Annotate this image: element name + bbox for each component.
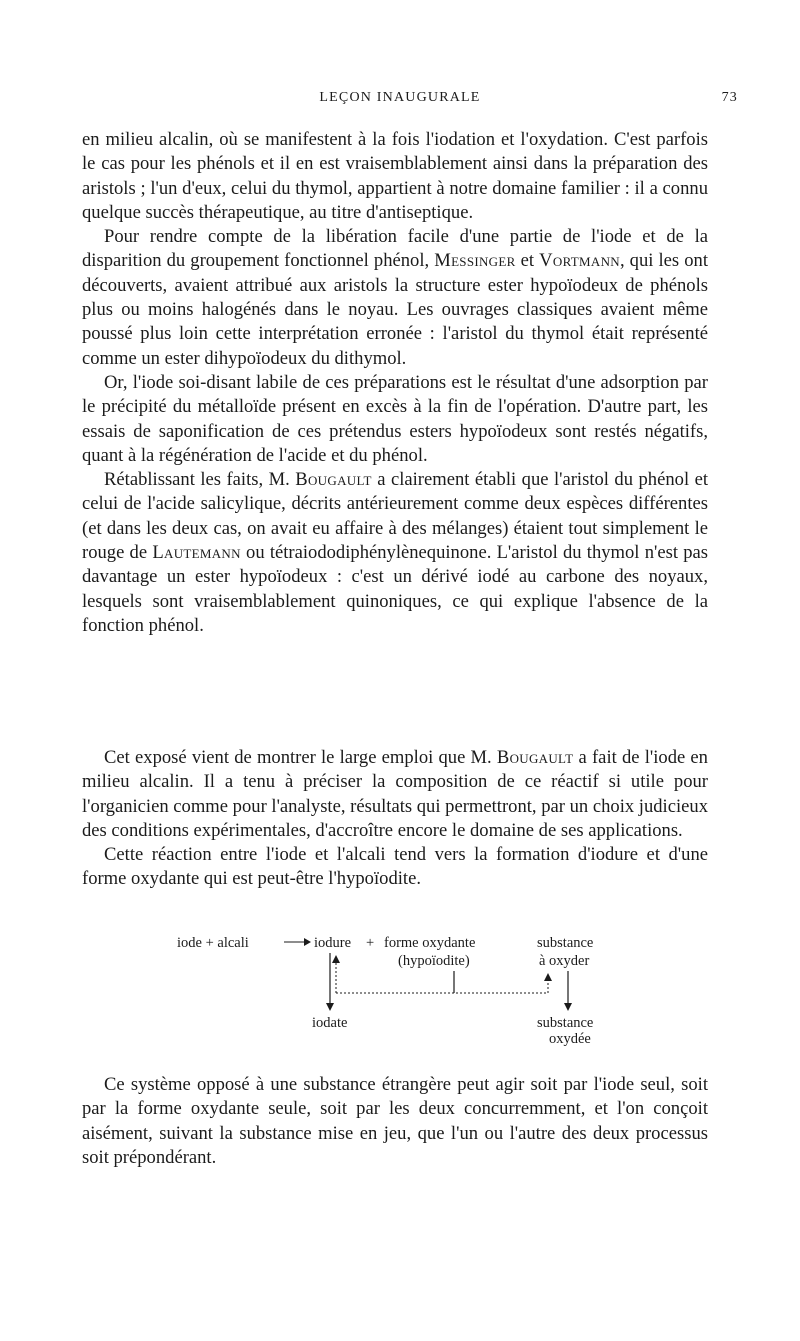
paragraph-5-text-a: Cet exposé vient de montrer le large emploi que M. bbox=[104, 747, 492, 768]
iodure-arrow-head bbox=[332, 955, 340, 963]
author-name-vortmann: Vortmann bbox=[539, 250, 620, 272]
diagram-substance-a: substance bbox=[537, 935, 594, 951]
paragraph-7: Ce système opposé à une substance étrangère peut agir soit par l'iode seul, soit par la forme oxydante seule, soit par les deux concurremment, et l'on conçoit aisément, suivant la substance mise en jeu, que l'un ou l'autre des deux processus soit prépondérant. bbox=[82, 1074, 708, 1168]
paragraph-4 bbox=[82, 468, 708, 638]
diagram-oxydee: oxydée bbox=[549, 1031, 591, 1047]
main-arrow-head bbox=[304, 938, 311, 946]
paragraph-2 bbox=[82, 225, 708, 371]
page-number: 73 bbox=[721, 90, 738, 105]
reaction-diagram-svg bbox=[0, 925, 800, 1055]
paragraph-3: Or, l'iode soi-disant labile de ces préparations est le résultat d'une adsorption par le précipité du métalloïde présent en excès à la fin de l'opération. D'autre part, les essais de saponification de ces prétendus esters hypoïodeux sont restés négatifs, quant à la régénération de l'acide et du phénol. bbox=[82, 371, 708, 466]
paragraph-2-text-c: , qui les ont découverts, avaient attribué aux aristols la structure ester hypoïodeux de phénols plus ou moins halogénés dans le noyau. Les ouvrages classiques avaient même poussé plus loin cette interprétation erronée : l'aristol du thymol était représenté comme un ester dihypoïodeux du dithymol. bbox=[82, 250, 708, 369]
substance-arrow-head bbox=[544, 973, 552, 981]
paragraph-2-text-b: et bbox=[520, 250, 535, 272]
iodate-arrow-head bbox=[326, 1003, 334, 1011]
oxydee-arrow-head bbox=[564, 1003, 572, 1011]
reaction-diagram bbox=[0, 925, 800, 1055]
diagram-iodate: iodate bbox=[312, 1015, 348, 1031]
paragraph-4-text-b: a clairement établi que l'aristol du phénol et celui de l'acide salicylique, décrits antérieurement comme deux espèces différentes (et dans les deux cas, on avait eu affaire à des mélanges) étaient tout simplement le rouge de bbox=[82, 469, 708, 564]
running-head bbox=[0, 90, 800, 112]
author-name-lautemann: Lautemann bbox=[152, 542, 241, 564]
diagram-reactants: iode + alcali bbox=[177, 935, 249, 951]
paragraph-2-text-a: Pour rendre compte de la libération facile d'une partie de l'iode et de la disparition du groupement fonctionnel phénol, bbox=[82, 226, 708, 272]
paragraph-4-text-c: ou tétraiododiphénylènequinone. L'aristol du thymol n'est pas davantage un ester hypoïodeux : c'est un dérivé iodé au carbone des noyaux, lesquels sont vraisemblablement quinoniques, ce qui explique l'absence de la fonction phénol. bbox=[82, 542, 709, 636]
text-block-main bbox=[82, 128, 708, 638]
running-title: LEÇON INAUGURALE bbox=[319, 90, 481, 105]
text-block-conclusion bbox=[82, 746, 708, 892]
paragraph-5-text-b: a fait de l'iode en milieu alcalin. Il a tenu à préciser la composition de ce réactif si utile pour l'organicien comme pour l'analyste, résultats qui permettront, par un choix judicieux des conditions expérimentales, d'accroître encore le domaine de ses applications. bbox=[82, 747, 708, 841]
diagram-a-oxyder: à oxyder bbox=[539, 953, 590, 969]
diagram-hypoiodite: (hypoïodite) bbox=[398, 953, 470, 969]
author-name-bougault-2: Bougault bbox=[496, 747, 574, 768]
paragraph-6: Cette réaction entre l'iode et l'alcali tend vers la formation d'iodure et d'une forme oxydante qui est peut-être l'hypoïodite. bbox=[82, 844, 708, 890]
author-name-messinger: Messinger bbox=[434, 250, 516, 272]
paragraph-4-text-a: Rétablissant les faits, M. bbox=[104, 469, 290, 491]
author-name-bougault: Bougault bbox=[295, 469, 372, 491]
diagram-substance-b: substance bbox=[537, 1015, 594, 1031]
paragraph-1: en milieu alcalin, où se manifestent à la fois l'iodation et l'oxydation. C'est parfois le cas pour les phénols et il en est vraisemblablement ainsi dans la préparation des aristols ; l'un d'eux, celui du thymol, appartient à notre domaine familier : il a connu quelque succès thérapeutique, au titre d'antiseptique. bbox=[82, 129, 708, 223]
paragraph-5 bbox=[82, 746, 708, 843]
text-block-final bbox=[82, 1073, 708, 1170]
diagram-plus: + bbox=[366, 935, 375, 951]
diagram-iodure: iodure bbox=[314, 935, 352, 951]
diagram-forme-oxydante: forme oxydante bbox=[384, 935, 476, 951]
